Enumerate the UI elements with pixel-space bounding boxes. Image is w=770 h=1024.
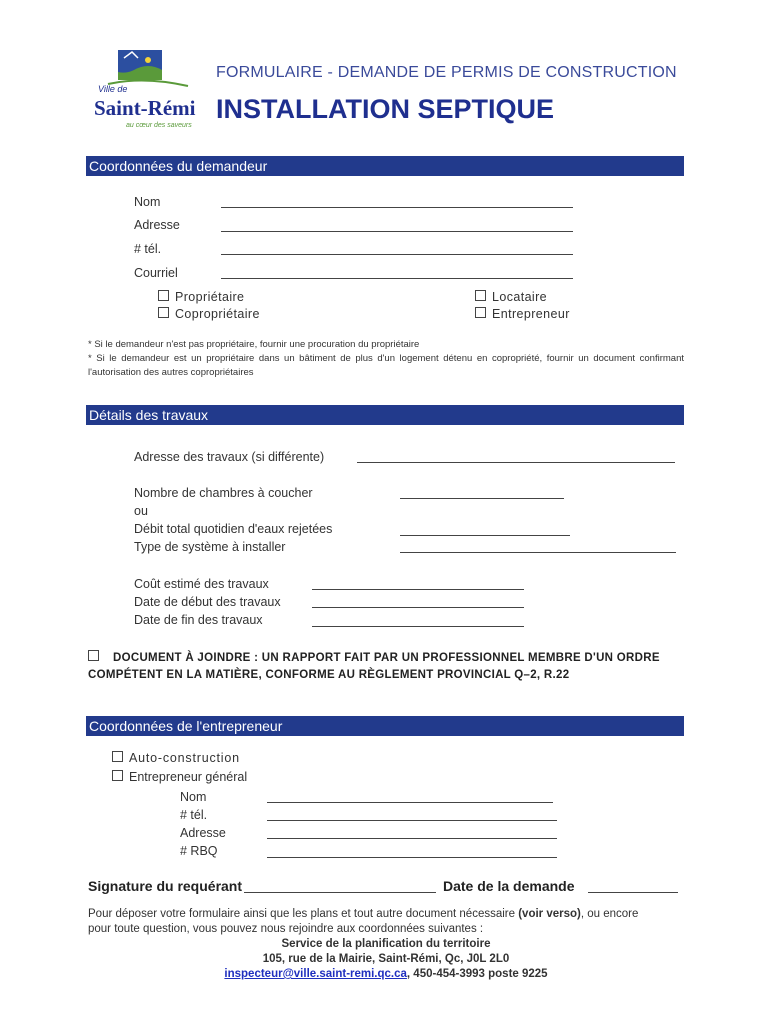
logo xyxy=(88,48,200,136)
email-link[interactable]: inspecteur@ville.saint-remi.qc.ca xyxy=(224,968,407,980)
flow-field[interactable] xyxy=(400,535,570,536)
checkbox-self-build[interactable] xyxy=(112,751,240,765)
footer-text-line1 xyxy=(88,908,688,920)
footer-address: 105, rue de la Mairie, Saint-Rémi, Qc, J0L 2L0 xyxy=(262,953,510,965)
footer-contact xyxy=(88,968,684,980)
section-heading-applicant: Coordonnées du demandeur xyxy=(86,156,684,176)
contractor-name-label: Nom xyxy=(180,790,207,804)
cost-label: Coût estimé des travaux xyxy=(134,577,269,591)
form-kicker: FORMULAIRE - DEMANDE DE PERMIS DE CONSTRUCTION xyxy=(216,64,677,81)
checkbox-contractor-label: Entrepreneur xyxy=(492,307,570,321)
contractor-rbq-field[interactable] xyxy=(267,857,557,858)
section-heading-contractor: Coordonnées de l'entrepreneur xyxy=(86,716,684,736)
checkbox-icon xyxy=(88,650,99,661)
checkbox-general-contractor[interactable] xyxy=(112,770,247,784)
contractor-phone-label: # tél. xyxy=(180,808,208,822)
field-label-phone: # tél. xyxy=(134,242,162,256)
footer-service: Service de la planification du territoire xyxy=(281,938,491,950)
system-field[interactable] xyxy=(400,552,676,553)
checkbox-icon xyxy=(112,770,123,781)
footer-text-bold: (voir verso) xyxy=(518,908,581,920)
checkbox-icon xyxy=(158,307,169,318)
signature-field[interactable] xyxy=(244,892,436,893)
contractor-name-field[interactable] xyxy=(267,802,553,803)
note-proxy: * Si le demandeur n'est pas propriétaire, fournir une procuration du propriétaire xyxy=(88,339,420,350)
section-heading-work: Détails des travaux xyxy=(86,405,684,425)
end-date-field[interactable] xyxy=(312,626,524,627)
request-date-field[interactable] xyxy=(588,892,678,893)
note-co-ownership: * Si le demandeur est un propriétaire dans un bâtiment de plus d'un logement détenu en copropriété, fournir un document confirmant l'autorisation des autres copropriétaires xyxy=(88,353,684,378)
checkbox-icon xyxy=(112,751,123,762)
bedrooms-field[interactable] xyxy=(400,498,564,499)
checkbox-co-owner-label: Copropriétaire xyxy=(175,307,260,321)
work-address-label: Adresse des travaux (si différente) xyxy=(134,450,325,464)
checkbox-contractor[interactable] xyxy=(475,307,570,321)
or-label: ou xyxy=(134,504,148,518)
end-date-label: Date de fin des travaux xyxy=(134,613,263,627)
checkbox-icon xyxy=(158,290,169,301)
bedrooms-label: Nombre de chambres à coucher xyxy=(134,486,313,500)
email-field[interactable] xyxy=(221,278,573,279)
checkbox-general-contractor-label: Entrepreneur général xyxy=(129,770,248,784)
phone-field[interactable] xyxy=(221,254,573,255)
logo-text-main: Saint-Rémi xyxy=(94,96,196,120)
document-required-line2: COMPÉTENT EN LA MATIÈRE, CONFORME AU RÈGLEMENT PROVINCIAL Q–2, R.22 xyxy=(88,669,570,681)
contractor-address-field[interactable] xyxy=(267,838,557,839)
work-address-field[interactable] xyxy=(357,462,675,463)
footer-text-after: , ou encore xyxy=(580,908,639,920)
cost-field[interactable] xyxy=(312,589,524,590)
name-field[interactable] xyxy=(221,207,573,208)
checkbox-icon xyxy=(475,307,486,318)
field-label-name: Nom xyxy=(134,195,161,209)
contractor-phone-field[interactable] xyxy=(267,820,557,821)
form-title: INSTALLATION SEPTIQUE xyxy=(216,94,555,124)
document-required[interactable] xyxy=(88,650,684,664)
contractor-address-label: Adresse xyxy=(180,826,226,840)
system-label: Type de système à installer xyxy=(134,540,286,554)
logo-tagline: au cœur des saveurs xyxy=(126,122,192,129)
footer-text-line2: pour toute question, vous pouvez nous rejoindre aux coordonnées suivantes : xyxy=(88,923,484,935)
footer-phone: , 450-454-3993 poste 9225 xyxy=(406,968,548,980)
checkbox-tenant-label: Locataire xyxy=(492,290,548,304)
checkbox-icon xyxy=(475,290,486,301)
logo-text-top: Ville de xyxy=(98,84,128,94)
signature-label: Signature du requérant xyxy=(88,878,243,894)
checkbox-owner[interactable] xyxy=(158,290,244,304)
checkbox-owner-label: Propriétaire xyxy=(175,290,245,304)
footer-text-before: Pour déposer votre formulaire ainsi que les plans et tout autre document nécessaire xyxy=(88,908,519,920)
start-date-label: Date de début des travaux xyxy=(134,595,281,609)
checkbox-self-build-label: Auto-construction xyxy=(129,751,240,765)
contractor-rbq-label: # RBQ xyxy=(180,844,218,858)
request-date-label: Date de la demande xyxy=(443,878,575,894)
checkbox-co-owner[interactable] xyxy=(158,307,260,321)
checkbox-tenant[interactable] xyxy=(475,290,547,304)
flow-label: Débit total quotidien d'eaux rejetées xyxy=(134,522,333,536)
start-date-field[interactable] xyxy=(312,607,524,608)
document-required-line1: DOCUMENT À JOINDRE : UN RAPPORT FAIT PAR UN PROFESSIONNEL MEMBRE D'UN ORDRE xyxy=(113,652,660,664)
field-label-address: Adresse xyxy=(134,218,180,232)
address-field[interactable] xyxy=(221,231,573,232)
field-label-email: Courriel xyxy=(134,266,178,280)
